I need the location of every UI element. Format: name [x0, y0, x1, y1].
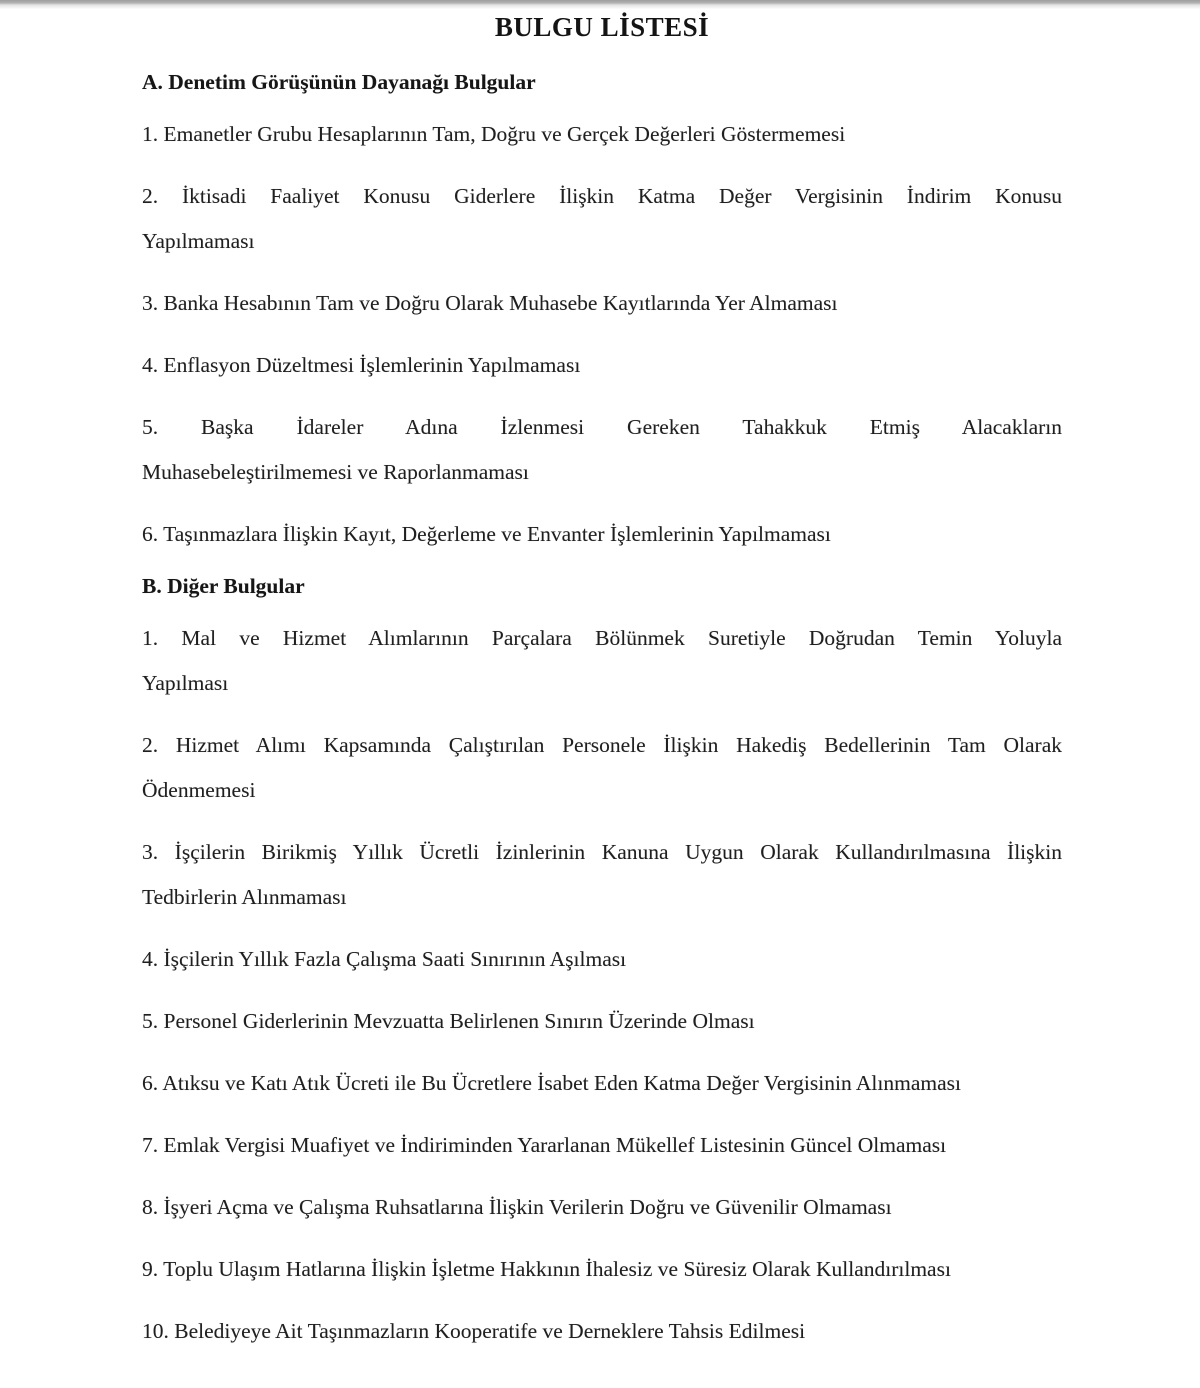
- page-title: BULGU LİSTESİ: [494, 12, 710, 42]
- finding-line: Yapılmaması: [142, 229, 255, 253]
- finding-a-6: [142, 512, 1062, 557]
- finding-a-5: [142, 405, 1062, 495]
- finding-b-5: [142, 999, 1062, 1044]
- finding-line: Muhasebeleştirilmemesi ve Raporlanmaması: [142, 460, 529, 484]
- finding-line: 6. Taşınmazlara İlişkin Kayıt, Değerleme ve Envanter İşlemlerinin Yapılmaması: [142, 522, 831, 546]
- finding-line: 1. Mal ve Hizmet Alımlarının Parçalara Bölünmek Suretiyle Doğrudan Temin Yoluyla: [142, 626, 1062, 650]
- finding-line: 3. Banka Hesabının Tam ve Doğru Olarak Muhasebe Kayıtlarında Yer Almaması: [142, 291, 838, 315]
- finding-line: Tedbirlerin Alınmaması: [142, 885, 347, 909]
- finding-b-10: [142, 1309, 1062, 1354]
- finding-b-9: [142, 1247, 1062, 1292]
- finding-line: 10. Belediyeye Ait Taşınmazların Kooperatife ve Derneklere Tahsis Edilmesi: [142, 1319, 806, 1343]
- finding-line: Ödenmemesi: [142, 778, 256, 802]
- finding-line: 3. İşçilerin Birikmiş Yıllık Ücretli İzinlerinin Kanuna Uygun Olarak Kullandırılmasına İlişkin: [142, 840, 1062, 864]
- section-b: [142, 574, 1062, 1354]
- finding-line: 6. Atıksu ve Katı Atık Ücreti ile Bu Ücretlere İsabet Eden Katma Değer Vergisinin Alınmaması: [142, 1071, 961, 1095]
- finding-line: 1. Emanetler Grubu Hesaplarının Tam, Doğru ve Gerçek Değerleri Göstermemesi: [142, 122, 846, 146]
- finding-line: 2. Hizmet Alımı Kapsamında Çalıştırılan Personele İlişkin Hakediş Bedellerinin Tam Olarak: [142, 733, 1062, 757]
- finding-b-1: [142, 616, 1062, 706]
- finding-b-3: [142, 830, 1062, 920]
- finding-line: 8. İşyeri Açma ve Çalışma Ruhsatlarına İlişkin Verilerin Doğru ve Güvenilir Olmaması: [142, 1195, 892, 1219]
- finding-line: Yapılması: [142, 671, 229, 695]
- finding-a-4: [142, 343, 1062, 388]
- scan-top-edge: [0, 0, 1200, 9]
- finding-line: 5. Başka İdareler Adına İzlenmesi Gereken Tahakkuk Etmiş Alacakların: [142, 415, 1062, 439]
- finding-b-8: [142, 1185, 1062, 1230]
- finding-line: 5. Personel Giderlerinin Mevzuatta Belirlenen Sınırın Üzerinde Olması: [142, 1009, 755, 1033]
- section-a-heading: A. Denetim Görüşünün Dayanağı Bulgular: [142, 70, 536, 94]
- finding-b-6: [142, 1061, 1062, 1106]
- finding-b-4: [142, 937, 1062, 982]
- finding-line: 9. Toplu Ulaşım Hatlarına İlişkin İşletme Hakkının İhalesiz ve Süresiz Olarak Kullandırılması: [142, 1257, 951, 1281]
- finding-line: 4. İşçilerin Yıllık Fazla Çalışma Saati Sınırının Aşılması: [142, 947, 627, 971]
- finding-line: 4. Enflasyon Düzeltmesi İşlemlerinin Yapılmaması: [142, 353, 581, 377]
- finding-line: 2. İktisadi Faaliyet Konusu Giderlere İlişkin Katma Değer Vergisinin İndirim Konusu: [142, 184, 1062, 208]
- section-a: [142, 70, 1062, 557]
- section-b-heading: B. Diğer Bulgular: [142, 574, 305, 598]
- finding-b-7: [142, 1123, 1062, 1168]
- finding-b-2: [142, 723, 1062, 813]
- finding-a-3: [142, 281, 1062, 326]
- finding-line: 7. Emlak Vergisi Muafiyet ve İndiriminden Yararlanan Mükellef Listesinin Güncel Olmaması: [142, 1133, 947, 1157]
- finding-a-2: [142, 174, 1062, 264]
- finding-a-1: [142, 112, 1062, 157]
